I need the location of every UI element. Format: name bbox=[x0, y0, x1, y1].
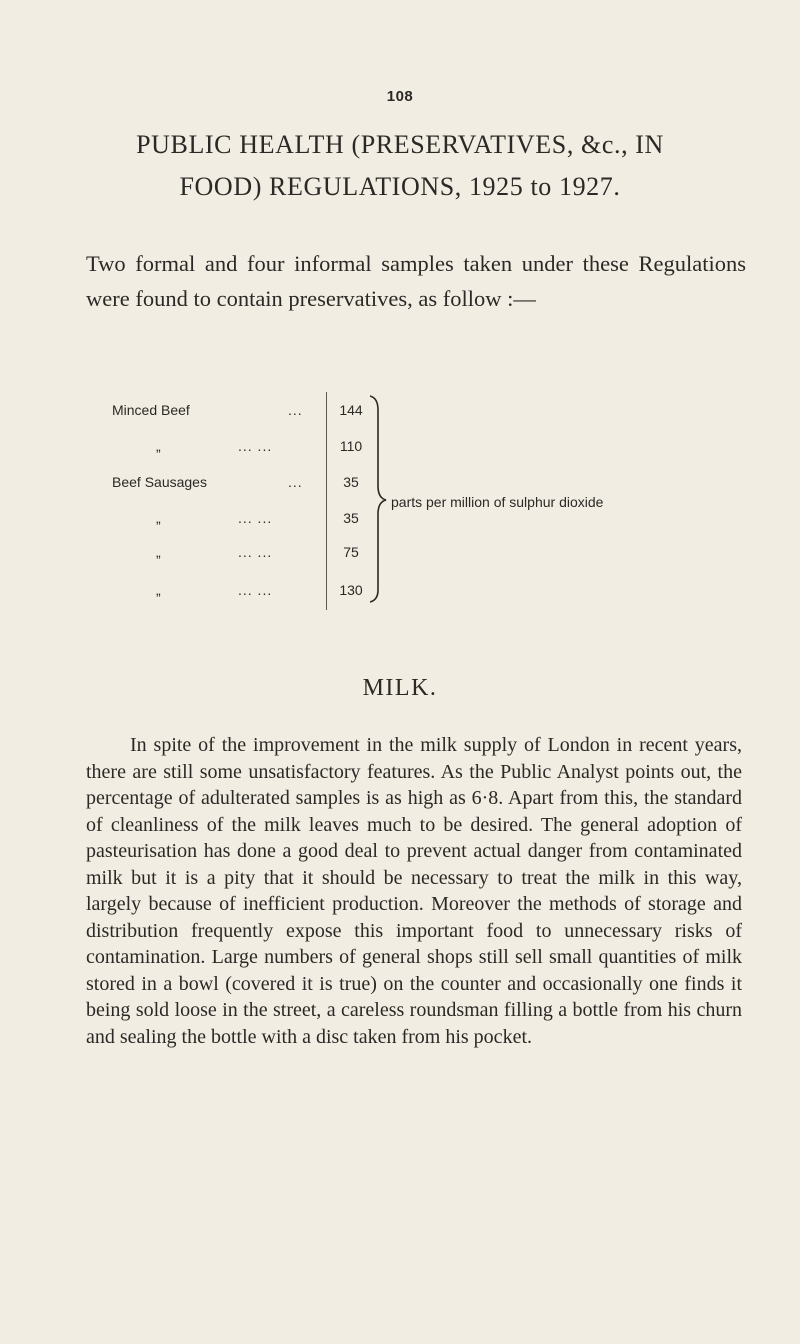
row-leader-dots: ... ... bbox=[238, 510, 273, 526]
table-row bbox=[112, 582, 392, 602]
milk-heading: MILK. bbox=[362, 675, 438, 701]
row-label: „ bbox=[156, 582, 161, 598]
row-label: „ bbox=[156, 510, 161, 526]
row-value: 130 bbox=[339, 582, 363, 598]
row-label: „ bbox=[156, 438, 161, 454]
row-label: Beef Sausages bbox=[112, 474, 207, 490]
row-value: 35 bbox=[343, 474, 359, 490]
samples-table bbox=[112, 392, 712, 612]
row-value: 75 bbox=[343, 544, 359, 560]
milk-paragraph: In spite of the improvement in the milk supply of London in recent years, there are still some unsatisfactory features. As the Public Analyst points out, the percentage of adulterated samples is as high as 6·8. Apart from this, the standard of cleanliness of the milk leaves much to be desired. The general adoption of pasteurisation has done a good deal to prevent actual danger from contaminated milk but it is a pity that it should be necessary to treat the milk in this way, largely because of inefficient production. Moreover the methods of storage and distribution frequently expose this important food to unnecessary risks of contamination. Large numbers of general shops still sell small quantities of milk stored in a bowl (covered it is true) on the counter and occasionally one finds it being sold loose in the street, a careless roundsman filling a bottle from his churn and sealing the bottle with a disc taken from his pocket. bbox=[86, 734, 742, 1048]
table-row bbox=[112, 544, 392, 564]
row-value: 35 bbox=[343, 510, 359, 526]
row-leader-dots: ... bbox=[288, 402, 303, 418]
row-value: 144 bbox=[339, 402, 363, 418]
page-number: 108 bbox=[386, 88, 414, 105]
row-value: 110 bbox=[339, 438, 363, 454]
row-label: Minced Beef bbox=[112, 402, 190, 418]
unit-label: parts per million of sulphur dioxide bbox=[391, 494, 604, 510]
table-row bbox=[112, 438, 392, 458]
table-row bbox=[112, 474, 392, 494]
row-leader-dots: ... ... bbox=[238, 438, 273, 454]
row-leader-dots: ... bbox=[288, 474, 303, 490]
table-row bbox=[112, 402, 392, 422]
table-vertical-rule bbox=[326, 392, 327, 610]
row-label: „ bbox=[156, 544, 161, 560]
section-heading bbox=[60, 124, 740, 208]
right-brace-icon bbox=[368, 394, 390, 604]
row-leader-dots: ... ... bbox=[238, 582, 273, 598]
row-leader-dots: ... ... bbox=[238, 544, 273, 560]
section-heading-line-2: FOOD) REGULATIONS, 1925 to 1927. bbox=[179, 172, 621, 201]
table-row bbox=[112, 510, 392, 530]
intro-paragraph: Two formal and four informal samples taken under these Regulations were found to contain preservatives, as follow :— bbox=[86, 251, 746, 311]
section-heading-line-1: PUBLIC HEALTH (PRESERVATIVES, &c., IN bbox=[136, 130, 664, 159]
